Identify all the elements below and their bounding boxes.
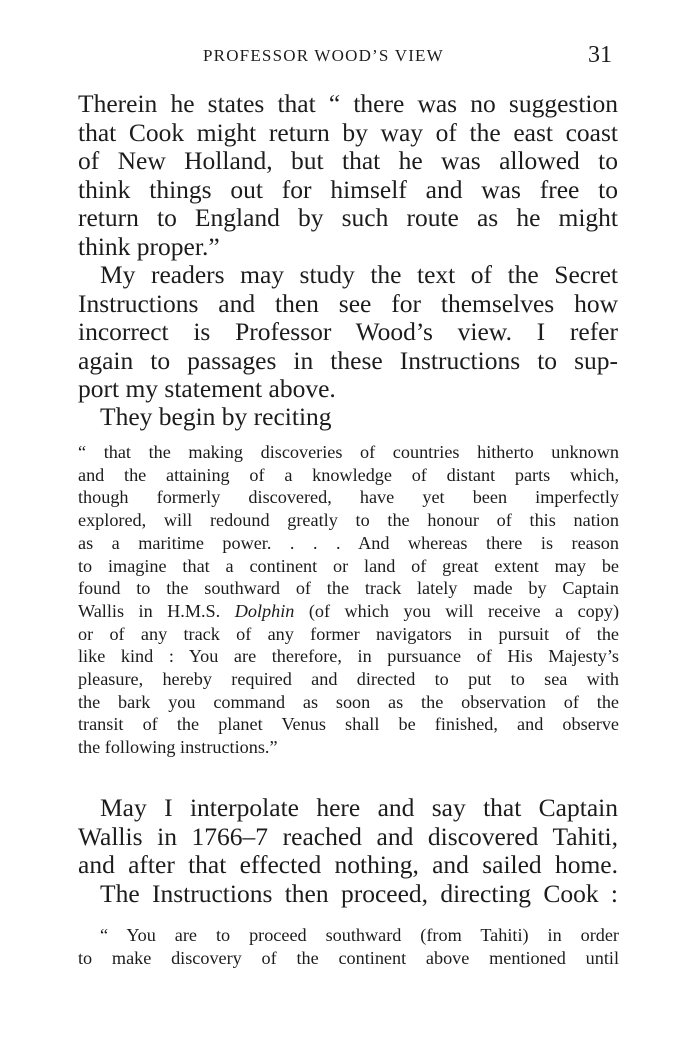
text-line: again to passages in these Instructions to sup- bbox=[78, 345, 618, 375]
text-line: return to England by such route as he might bbox=[78, 203, 618, 233]
text-line: My readers may study the text of the Secret bbox=[100, 260, 618, 289]
quote-line: found to the southward of the track lately made by Captain bbox=[78, 578, 619, 599]
text-line: think things out for himself and was free to bbox=[78, 174, 618, 204]
text-line: The Instructions then proceed, directing Cook : bbox=[100, 879, 618, 908]
quote-line: though formerly discovered, have yet been imperfectly bbox=[78, 487, 619, 508]
quote-line: and the attaining of a knowledge of distant parts which, bbox=[78, 464, 619, 485]
quote-line: explored, will redound greatly to the honour of this nation bbox=[78, 510, 619, 531]
text-line: think proper.” bbox=[78, 231, 220, 261]
quote-line: the bark you command as soon as the observation of the bbox=[78, 691, 619, 712]
text-line: of New Holland, but that he was allowed to bbox=[78, 146, 618, 176]
paragraph-2 bbox=[78, 261, 618, 404]
text-line: and after that effected nothing, and sailed home. bbox=[78, 850, 618, 880]
ship-name: Dolphin bbox=[234, 600, 295, 621]
quote-line: as a maritime power. . . . And whereas there is reason bbox=[78, 532, 619, 553]
quote-line: to make discovery of the continent above mentioned until bbox=[78, 947, 619, 968]
paragraph-1 bbox=[78, 90, 618, 262]
quote-line: like kind : You are therefore, in pursuance of His Majesty’s bbox=[78, 646, 619, 667]
quote-line: or of any track of any former navigators in pursuit of the bbox=[78, 623, 619, 644]
quote-line: pleasure, hereby required and directed to put to sea with bbox=[78, 669, 619, 690]
quote-line: the following instructions.” bbox=[78, 737, 278, 758]
text-line: port my statement above. bbox=[78, 374, 336, 404]
text-line: Instructions and then see for themselves how bbox=[78, 288, 618, 318]
text-line: Wallis in 1766–7 reached and discovered Tahiti, bbox=[78, 821, 618, 851]
text-line: They begin by reciting bbox=[100, 402, 332, 431]
page-number: 31 bbox=[588, 42, 612, 68]
text-line: incorrect is Professor Wood’s view. I refer bbox=[78, 317, 618, 347]
quote-text: Wallis in H.M.S. bbox=[78, 600, 235, 621]
running-head: PROFESSOR WOOD’S VIEW bbox=[203, 46, 444, 65]
block-quote-1 bbox=[78, 441, 619, 759]
block-quote-2 bbox=[78, 924, 619, 969]
quote-line: “ You are to proceed southward (from Tahiti) in order bbox=[100, 925, 619, 945]
paragraph-3 bbox=[78, 403, 618, 432]
quote-line: transit of the planet Venus shall be finished, and observe bbox=[78, 714, 619, 735]
quote-line: to imagine that a continent or land of great extent may be bbox=[78, 555, 619, 576]
text-line: Therein he states that “ there was no suggestion bbox=[78, 89, 618, 118]
quote-line bbox=[78, 600, 619, 623]
text-line: that Cook might return by way of the east coast bbox=[78, 117, 618, 147]
quote-text: (of which you will receive a copy) bbox=[294, 600, 619, 621]
paragraph-4 bbox=[78, 794, 618, 880]
quote-line: “ that the making discoveries of countries hitherto unknown bbox=[78, 442, 619, 462]
text-line: May I interpolate here and say that Captain bbox=[100, 793, 618, 822]
paragraph-5 bbox=[78, 880, 618, 909]
